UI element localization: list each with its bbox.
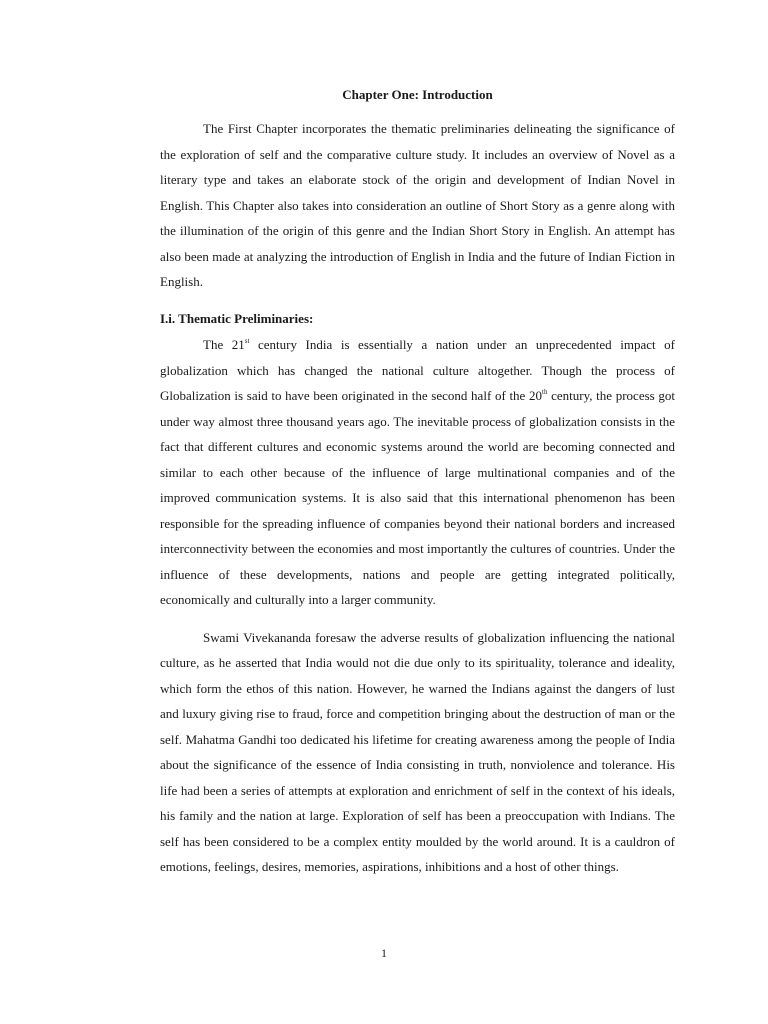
superscript: th — [542, 388, 548, 396]
text-segment: The 21 — [203, 337, 245, 352]
paragraph-intro: The First Chapter incorporates the thematic preliminaries delineating the significance of the exploration of self and the comparative culture study. It includes an overview of Novel as a literary type and takes an elaborate stock of the origin and development of Indian Novel in English. This Chapter also takes into consideration an outline of Short Story as a genre along with the illumination of the origin of this genre and the Indian Short Story in English. An attempt has also been made at analyzing the introduction of English in India and the future of Indian Fiction in English. — [160, 121, 675, 289]
document-page — [160, 80, 675, 880]
text-segment: century, the process got under way almost three thousand years ago. The inevitable process of globalization consists in the fact that different cultures and economic systems around the world are becoming connected and similar to each other because of the influence of large multinational companies and of the improved communication systems. It is also said that this international phenomenon has been responsible for the spreading influence of companies beyond their national borders and increased interconnectivity between the economies and most importantly the cultures of countries. Under the influence of these developments, nations and people are getting integrated politically, economically and culturally into a larger community. — [160, 388, 676, 607]
paragraph-vivekananda: Swami Vivekananda foresaw the adverse results of globalization influencing the national culture, as he asserted that India would not die due only to its spirituality, tolerance and ideality, which form the ethos of this nation. However, he warned the Indians against the dangers of lust and luxury giving rise to fraud, force and competition bringing about the destruction of man or the self. Mahatma Gandhi too dedicated his lifetime for creating awareness among the people of India about the significance of the essence of India consisting in truth, nonviolence and tolerance. His life had been a series of attempts at exploration and enrichment of self in the context of his ideals, his family and the nation at large. Exploration of self has been a preoccupation with Indians. The self has been considered to be a complex entity moulded by the world around. It is a cauldron of emotions, feelings, desires, memories, aspirations, inhibitions and a host of other things. — [160, 629, 675, 874]
text-segment: century India is essentially a nation under an unprecedented impact of globalization which has changed the national culture altogether. Though the process of Globalization is said to have been originated in the second half of the 20 — [160, 337, 675, 403]
page-number: 1 — [381, 946, 387, 960]
chapter-title: Chapter One: Introduction — [342, 87, 493, 102]
section-heading: I.i. Thematic Preliminaries: — [160, 310, 314, 326]
paragraph-spacer — [160, 613, 675, 625]
superscript: st — [244, 337, 250, 345]
paragraph-thematic — [160, 332, 675, 613]
